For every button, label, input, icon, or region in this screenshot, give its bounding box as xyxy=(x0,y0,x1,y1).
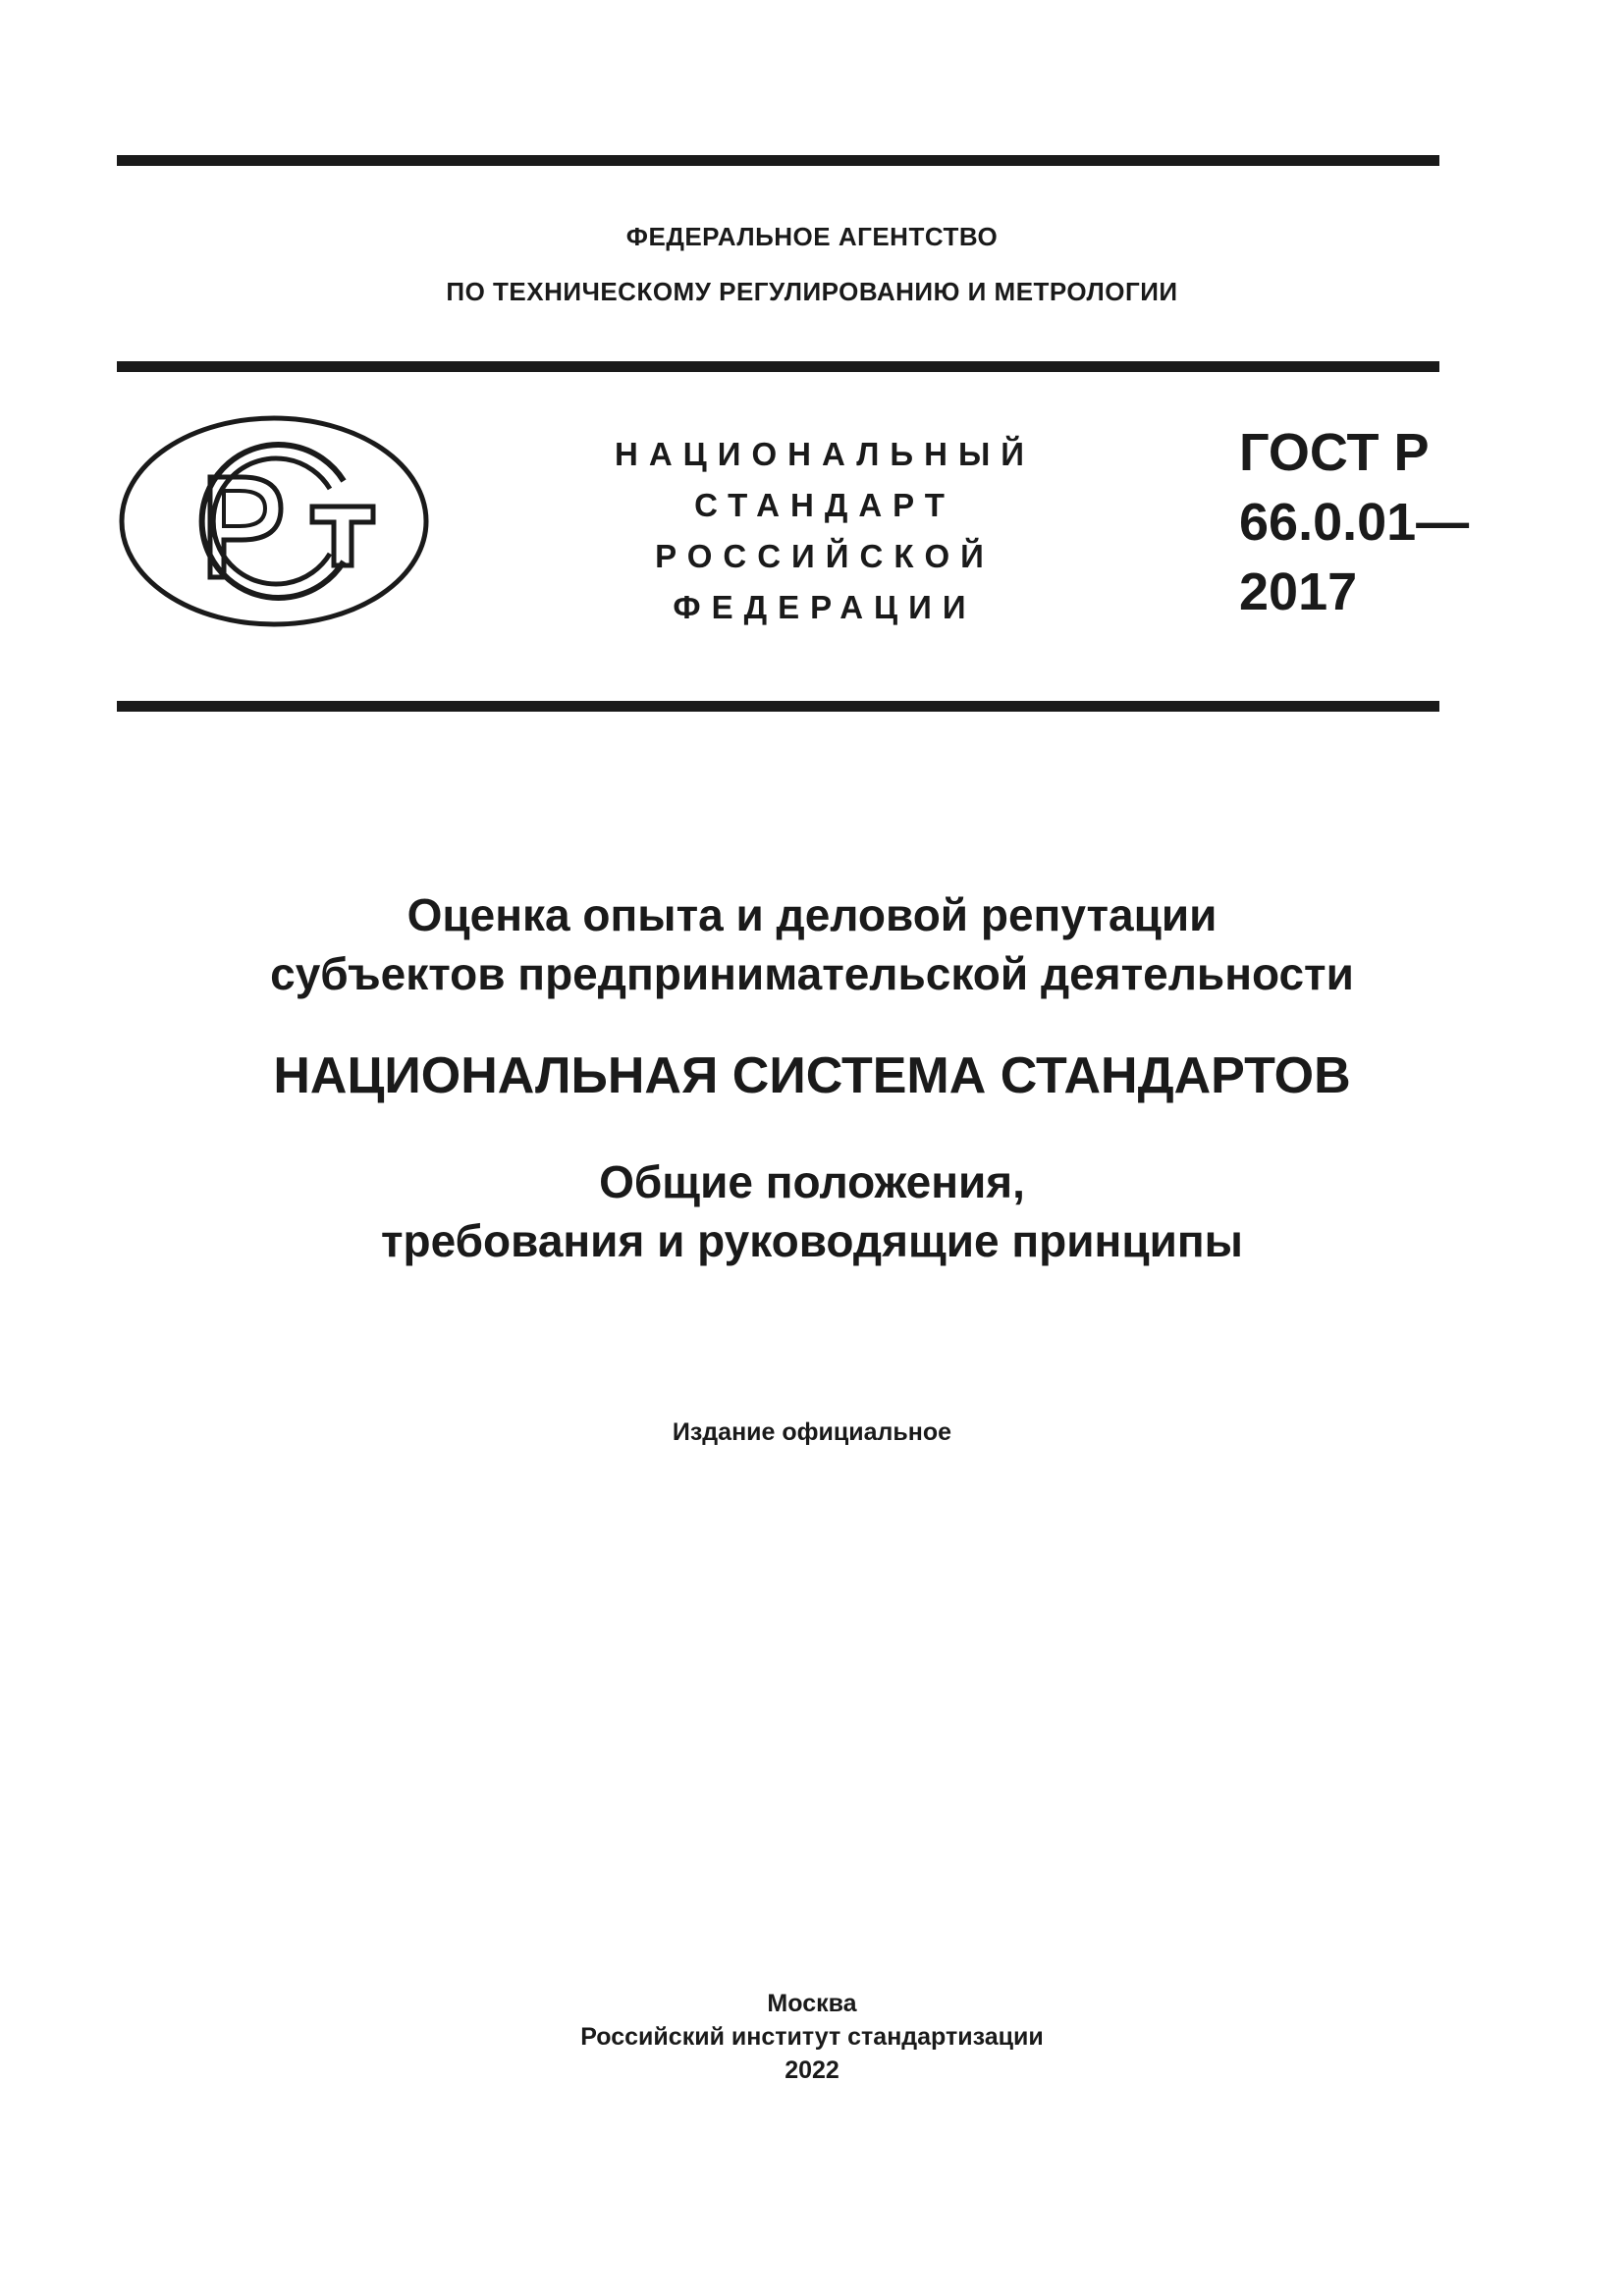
agency-line-1: ФЕДЕРАЛЬНОЕ АГЕНТСТВО xyxy=(625,222,999,251)
designation-rule xyxy=(117,701,1439,712)
standard-label-line-3: РОССИЙСКОЙ xyxy=(655,538,995,574)
designation-line-1: ГОСТ Р xyxy=(1239,423,1430,482)
title-line-2: субъектов предпринимательской деятельности xyxy=(270,948,1354,999)
subtitle-line-2: требования и руководящие принципы xyxy=(381,1215,1243,1266)
footer-city: Москва xyxy=(767,1990,857,2017)
title-line-1: Оценка опыта и деловой репутации xyxy=(406,889,1218,940)
edition-label: Издание официальное xyxy=(672,1418,952,1446)
header-rule xyxy=(117,361,1439,372)
subtitle-line-1: Общие положения, xyxy=(599,1156,1025,1207)
top-rule xyxy=(117,155,1439,166)
title-caps: НАЦИОНАЛЬНАЯ СИСТЕМА СТАНДАРТОВ xyxy=(273,1047,1351,1104)
standard-label-line-1: НАЦИОНАЛЬНЫЙ xyxy=(615,436,1035,472)
standard-label-line-4: ФЕДЕРАЦИИ xyxy=(673,589,977,625)
designation-line-3: 2017 xyxy=(1239,562,1358,621)
designation-line-2: 66.0.01— xyxy=(1239,493,1470,552)
agency-line-2: ПО ТЕХНИЧЕСКОМУ РЕГУЛИРОВАНИЮ И МЕТРОЛОГИИ xyxy=(446,277,1178,306)
standard-label-line-2: СТАНДАРТ xyxy=(694,487,955,523)
footer-year: 2022 xyxy=(785,2056,839,2084)
rst-certification-mark-icon xyxy=(116,412,432,630)
footer-publisher: Российский институт стандартизации xyxy=(580,2023,1044,2051)
